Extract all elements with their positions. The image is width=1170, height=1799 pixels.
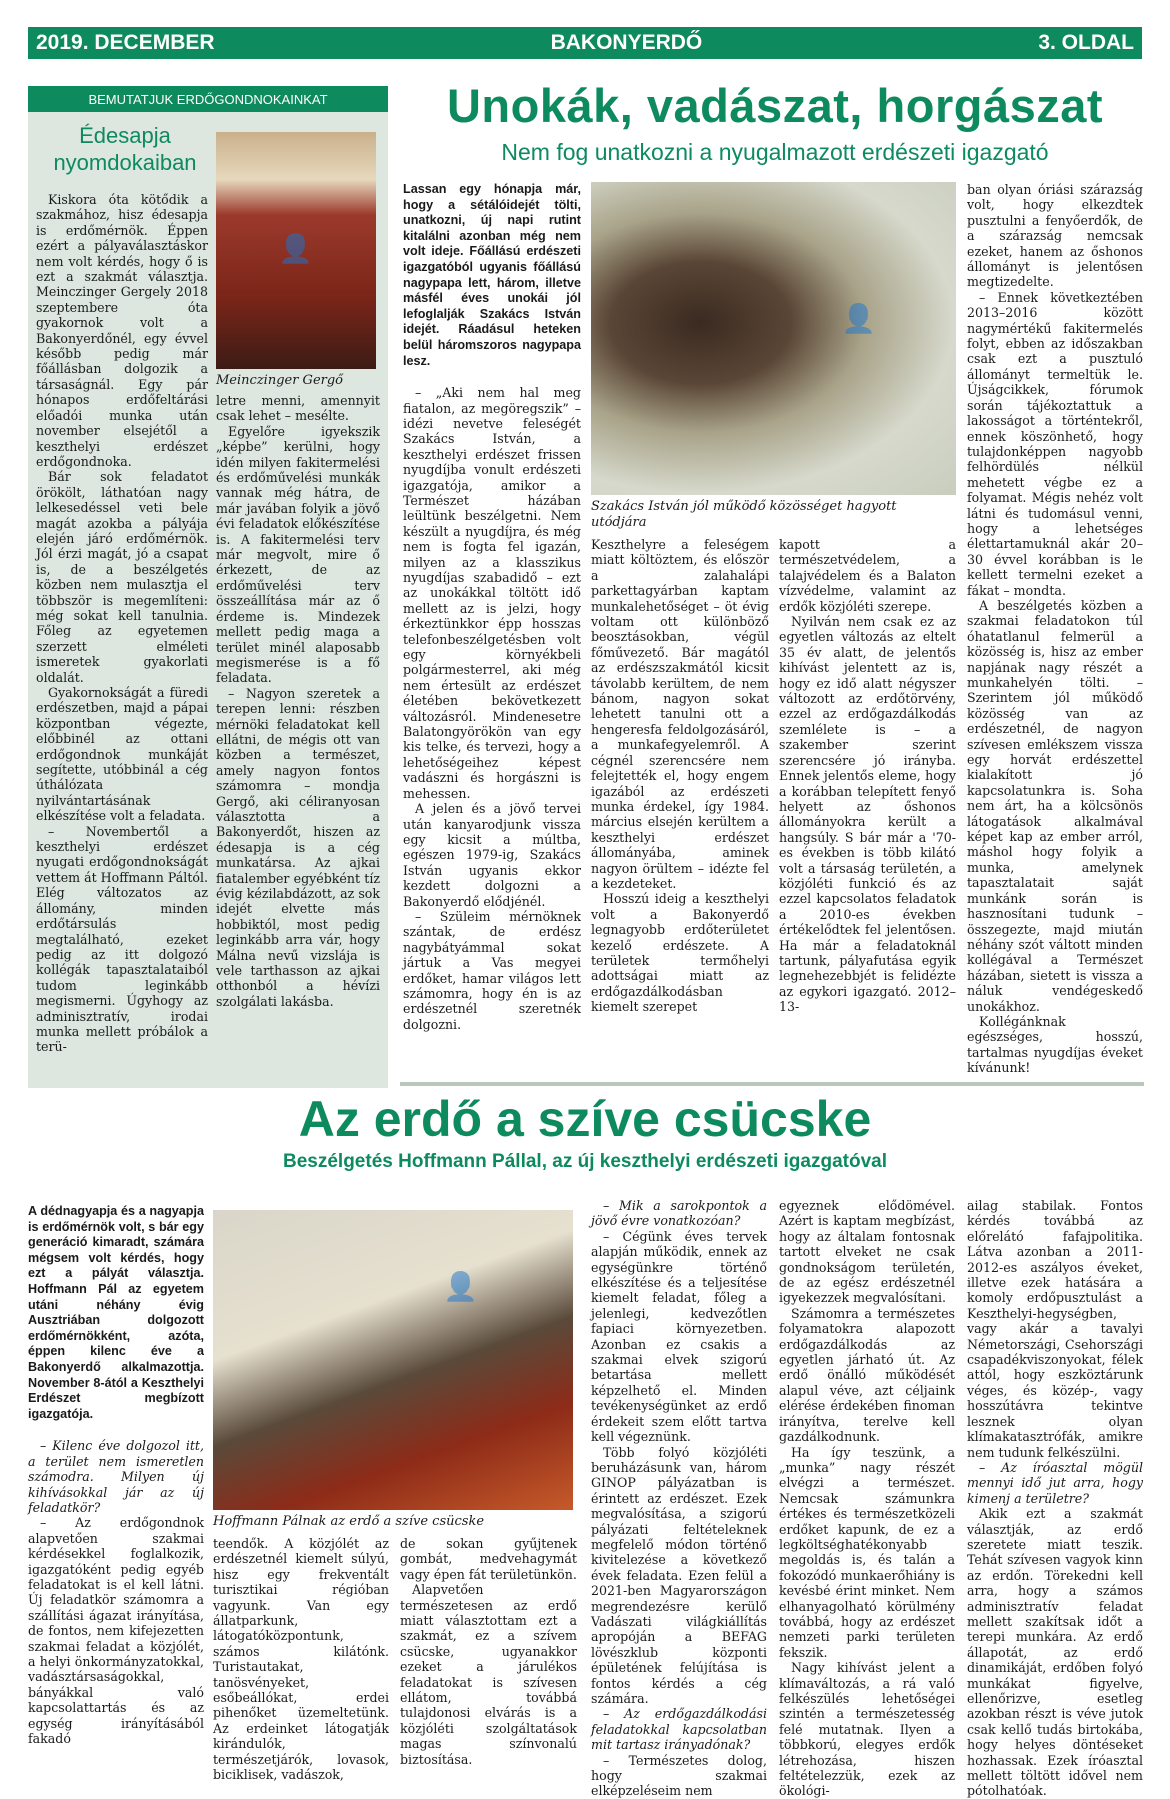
article2-photo-block [213, 1210, 577, 1783]
profile-title-line2: nyomdokaiban [53, 150, 197, 175]
paragraph: – Az erdőgondnok alapvetően szakmai kérdésekkel foglalkozik, igazgatóként pedig egyéb feladatokat is el kell látni. Új feladatkör számomra a szállítási ágazat irányítása, de fontos, nem kifejezetten szakmai feladat a közjólét, a helyi önkormányzatokkal, vadásztársaságokkal, bányákkal való kapcsolattartás és az egység irányításából fakadó [28, 1515, 204, 1747]
article1-column-3 [779, 537, 956, 1015]
photo-caption-hoffmann: Hoffmann Pálnak az erdő a szíve csücske [213, 1514, 485, 1529]
profile-title [30, 122, 220, 176]
paragraph: Nyilván nem csak ez az egyetlen változás az eltelt 35 év alatt, de jelentős kihívást jelentett az is, hogy ez idő alatt négyszer változott az erdőtörvény, ezzel az erdőgazdálkodás szemlélete is – a szakember szerint szerencsére jó irányba. Ennek jelentős eleme, hogy a korábban telepített fenyő helyett az őshonos állományokra került a hangsúly. S bár már a '70-es években is több kilátó volt a társaság területén, a közjóléti funkció és az ezzel kapcsolatos feladatok a 2010-es években értékelődtek fel jelentősen. Ha már a feladatoknál tartunk, pályafutása egyik legnehezebbjét is felidézte az egykori igazgató. 2012–13- [779, 614, 956, 1015]
photo-meinczinger-gergo [216, 132, 376, 369]
paragraph: – Cégünk éves tervek alapján működik, ennek az egységünkre történő elkészítése és a teljesítése kiemelt feladat, főleg a jelenlegi, kedvezőtlen fapiaci környezetben. Azonban ez csakis a szakmai elvek szigorú betartása mellett képzelhető el. Minden tevékenységünket az erdő érdekeit szem előtt tartva kell végeznünk. [591, 1228, 767, 1445]
profile-title-line1: Édesapja [79, 123, 171, 148]
paragraph: Alapvetően természetesen az erdő miatt választottam ezt a szakmát, ez a szívem csücske, ugyanakkor ezeket a járulékos feladatokat is szívesen ellátom, továbbá tulajdonosi elvárás is a közjóléti szolgáltatások magas színvonalú biztosítása. [400, 1582, 577, 1767]
paragraph: – Természetes dolog, hogy szakmai elképzeléseim nem [591, 1752, 767, 1799]
paragraph: teendők. A közjólét az erdészetnél kiemelt súlyú, hisz egy frekventált turisztikai régióban vagyunk. Van egy állatparkunk, látogatóközpontunk, számos kilátónk. Turistautakat, tanösvényeket, esőbeállókat, erdei pihenőket üzemeltetünk. Az erdeinket látogatják kirándulók, természetjárók, lovasok, biciklisek, vadászok, [213, 1536, 389, 1783]
article1-column-2 [591, 537, 769, 1015]
person-photo-icon: 👤 [278, 232, 313, 265]
paragraph: – Novembertől a keszthelyi erdészet nyugati erdőgondnokságát vettem át Hoffmann Páltól. Elég változatos az állomány, minden erdőtársulás megtalálható, ezeket pedig az itt dolgozó kollégák tapasztalataiból tudom leginkább megismerni. Úgyhogy az adminisztratív, irodai munka mellett próbálok a terü- [36, 823, 208, 1055]
paragraph: – „Aki nem hal meg fiatalon, az megöregszik” – idézi nevetve feleségét Szakács István, a keszthelyi erdészet frissen nyugdíjba vonult erdészeti igazgatója, amikor a Természet házában leültünk beszélgetni. Nem készült a nyugdíjra, és még nem is fogta fel igazán, milyen az a klasszikus nyugdíjas szabadidő – ezt az unokákkal töltött idő mellett az is jelzi, hogy érkeztünkkor épp hosszas telefonbeszélgetésben volt egy környékbeli polgármesterrel, aki még nem értesült az erdészet életében bekövetkezett változásról. Mindenesetre Balatongyörökön van egy kis telke, és tervezi, hogy a lehetőségeihez képest vadászni és horgászni is mehessen. [403, 385, 581, 801]
section-tag: BEMUTATJUK ERDŐGONDNOKAINKAT [28, 86, 388, 112]
article1-lead: Lassan egy hónapja már, hogy a sétálóidejét tölti, unatkozni, új napi rutint kitalálni azonban még nem volt ideje. Főállású erdészeti igazgatóból ugyanis főállású nagypapa lett, három, illetve másfél éves unokái jól lefoglalják Szakács István idejét. Ráadásul heteken belül háromszoros nagypapa lesz. [403, 182, 581, 368]
article1-photo-block [591, 182, 956, 1015]
article1-subheadline: Nem fog unatkozni a nyugalmazott erdészeti igazgató [501, 139, 1049, 165]
profile-column-2-flow [216, 132, 380, 1009]
paragraph: – Ennek következtében 2013–2016 között nagymértékű fakitermelés folyt, ebben az időszakban csak ezt a pusztuló állományt termeltük le. Újságcikkek, fórumok során tájékoztattuk a lakosságot a történtekről, ennek köszönhető, hogy tulajdonképpen nagyobb felhördülés nélkül mehetett végbe ez a folyamat. Mégis nehéz volt látni és tudomásul venni, hogy a lehetséges élettartamuknál akár 20–30 évvel korábban is le kellett termelni ezeket a fákat – mondta. [967, 289, 1143, 598]
article1-column-1 [403, 385, 581, 1032]
article2-headline: Az erdő a szíve csücske [298, 1091, 872, 1147]
article1-headline: Unokák, vadászat, horgászat [446, 79, 1104, 132]
masthead-bar [28, 27, 1142, 59]
issue-date: 2019. DECEMBER [36, 31, 215, 54]
paragraph: A beszélgetés közben a szakmai feladatokon túl óhatatlanul felmerül a közösség is, hisz az ember napjának nagy részét a munkahelyén tölti. – Szerintem jól működő közösség van az erdészetnél, de nagyon szívesen emlékszem vissza egy horvát erdészettel kialakított jó kapcsolatunkra is. Soha nem árt, ha a kölcsönös látogatások alkalmával képet kap az ember arról, máshol hogy folyik a munka, amelynek tapasztalatait saját munkánk során is hasznosítani tudunk – összegezte, majd miután néhány szót váltott minden kollégával a Természet házában, sietett is vissza a náluk vendégeskedő unokákhoz. [967, 597, 1143, 1014]
article2-column-3 [400, 1536, 577, 1767]
page-number: 3. OLDAL [1038, 31, 1134, 54]
paragraph: Ha így teszünk, a „munka” nagy részét elvégzi a természet. Nemcsak számunkra értékes és természetközeli erdőket kapunk, de ez a legköltséghatékonyabb megoldás is, és talán a fokozódó munkaerőhiány is kevésbé érint minket. Nem elhanyagolható körülmény továbbá, hogy az erdészet nemzeti parki területen fekszik. [779, 1444, 955, 1660]
article2-column-5 [779, 1198, 955, 1799]
paragraph: egyeznek elődömével. Azért is kaptam megbízást, hogy az általam fontosnak tartott elveket ne csak gondnokságom területén, de az egész erdészetnél igyekezzek megvalósítani. [779, 1198, 955, 1306]
paragraph: Bár sok feladatot örökölt, láthatóan nagy lelkesedéssel veti bele magát azokba a pályája elején járó erdőmérnök. Jól érzi magát, jó a csapat is, de a beszélgetés közben nem mulasztja el többször is megemlíteni: még sokat kell tanulnia. Főleg az egyetemen szerzett elméleti ismeretek gyakorlati oldalát. [36, 469, 208, 685]
article2-lead: A dédnagyapja és a nagyapja is erdőmérnök volt, s bár egy generáció kimaradt, számára mégsem volt kérdés, hogy ezt a pályát választja. Hoffmann Pál az egyetem utáni néhány évig Ausztriában dolgozott erdőmérnökként, azóta, éppen kilenc éve a Bakonyerdő alkalmazottja. November 8-ától a Keszthelyi Erdészet megbízott igazgatója. [28, 1204, 204, 1421]
person-photo-icon: 👤 [841, 302, 876, 335]
paragraph: Gyakornokságát a füredi erdészetben, majd a pápai központban végezte, előbbinél az ottani erdőgondnok munkáját segítette, utóbbinál a cég úthálózata nyilvántartásának elkészítése volt a feladata. [36, 685, 208, 824]
article2-columns-2-3 [213, 1536, 577, 1783]
profile-column-2 [216, 393, 380, 1009]
person-photo-icon: 👤 [443, 1270, 478, 1303]
article1-columns-2-3 [591, 537, 956, 1015]
article1-column-4 [967, 182, 1143, 1076]
paragraph: Keszthelyre a feleségem miatt költöztem, és először a zalahalápi parkettagyárban kaptam munkalehetőséget – öt évig voltam ott különböző beosztásokban, végül főművezető. Bár magától az erdészszakmától kicsit távolabb kerültem, de nem bánom, nagyon sokat lehetett tanulni ott a hengeresfa feldolgozásáról, a munkafegyelemről. A cégnél szerencsére nem felejtették el, hogy engem igazából az erdészeti munka érdekel, így 1984. március elsején kerültem a keszthelyi erdészet állományába, aminek nagyon örültem – idézte fel a kezdeteket. [591, 537, 769, 891]
paragraph: kapott a természetvédelem, a talajvédelem és a Balaton vízvédelme, valamint az erdők közjóléti szerepe. [779, 537, 956, 614]
paragraph: A jelen és a jövő tervei után kanyarodjunk vissza egy kicsit a múltba, egészen 1979-ig, Szakács István ugyanis ekkor kezdett dolgozni a Bakonyerdő elődjénél. [403, 801, 581, 909]
paragraph: ailag stabilak. Fontos kérdés továbbá az előrelátó fafajpolitika. Látva azonban a 2011-2012-es aszályos éveket, illetve ezek hatására a komoly erdőpusztulást a Keszthelyi-hegységben, vagy akár a tavalyi Németországi, Csehországi csapadékviszonyokat, félek attól, hogy eszköztárunk véges, és közép-, vagy hosszútávra tekintve lesznek olyan klímakatasztrófák, amikre nem tudunk felkészülni. [967, 1198, 1143, 1460]
interview-question: – Az erdőgazdálkodási feladatokkal kapcsolatban mit tartasz irányadónak? [591, 1706, 767, 1753]
paragraph: ban olyan óriási szárazság volt, hogy elkezdtek pusztulni a fenyőerdők, de a szárazság nemcsak ezeket, hanem az őshonos állományt is jelentősen megtizedelte. [967, 182, 1143, 290]
lead-spacer [403, 373, 581, 381]
article1-column-1-flow [403, 182, 581, 1032]
section-divider [400, 1082, 1144, 1086]
paragraph: Nagy kihívást jelent a klímaváltozás, a rá való felkészülés lehetőségei szintén a természetesség felé mutatnak. Ilyen a többkorú, elegyes erdők létrehozása, hiszen feltételezzük, ezek az ökológi- [779, 1660, 955, 1799]
paragraph: – Nagyon szeretek a terepen lenni: részben mérnöki feladatokat kell ellátni, de mégis ott van közben a természet, amely nagyon fontos számomra – mondja Gergő, aki céliranyosan választotta a Bakonyerdőt, hiszen az édesapja is a cég munkatársa. Az ajkai fiatalember egyébként tíz évig kézilabdázott, az sok idejét elvette más hobbiktól, most pedig leginkább arra vár, hogy Málna nevű vizslája is vele tarthasson az ajkai otthonból a hévízi szolgálati lakásba. [216, 685, 380, 1009]
article2-column-2 [213, 1536, 389, 1783]
interview-question: – Az íróasztal mögül mennyi idő jut arra, hogy kimenj a területre? [967, 1459, 1143, 1506]
paragraph: Kollégánknak egészséges, hosszú, tartalmas nyugdíjas éveket kívánunk! [967, 1013, 1143, 1076]
photo-szakacs-istvan [591, 182, 956, 495]
paragraph: Hosszú ideig a keszthelyi volt a Bakonyerdő legnagyobb erdőterületet kezelő erdészete. A területek termőhelyi adottságai miatt az erdőgazdálkodásban kiemelt szerepet [591, 891, 769, 1015]
lead-spacer [28, 1426, 204, 1434]
paragraph: Kiskora óta kötődik a szakmához, hisz édesapja is erdőmérnök. Éppen ezért a pályaválasztáskor nem volt kérdés, hogy ő is ezt a szakmát választja. Meinczinger Gergely 2018 szeptembere óta gyakornok volt a Bakonyerdőnél, egy évvel később pedig már főállásban dolgozik a társaságnál. Egy pár hónapos erdőfeltárási előadói munka után november elsejétől a keszthelyi erdészet erdőgondnoka. [36, 192, 208, 469]
paragraph: de sokan gyűjtenek gombát, medvehagymát vagy épen fát területünkön. [400, 1536, 577, 1582]
paragraph: Egyelőre igyekszik „képbe” kerülni, hogy idén milyen fakitermelési és erdőművelési munkák vannak még hátra, de már javában folyik a jövő évi feladatok előkészítése is. A fakitermelési terv már megvolt, mire ő érkezett, de az erdőművelési terv összeállítása már az ő érdeme is. Mindezek mellett pedig maga a terület minél alaposabb megismerése is a fő feladata. [216, 423, 380, 686]
article2-column-4 [591, 1198, 767, 1799]
photo-caption-gergo: Meinczinger Gergő [216, 373, 343, 388]
article2-column-1-flow [28, 1204, 204, 1746]
article2-subheadline: Beszélgetés Hoffmann Pállal, az új keszthelyi erdészeti igazgatóval [283, 1151, 887, 1172]
paragraph: Számomra a természetes folyamatokra alapozott erdőgazdálkodás az egyetlen járható út. Az erdő önálló működését alapul véve, azt céljaink elérése érdekében finoman irányítva, terelve kell gazdálkodnunk. [779, 1305, 955, 1445]
paragraph: – Szüleim mérnöknek szántak, de erdész nagybátyámmal sokat jártuk a Vas megyei erdőket, hamar világos lett számomra, hogy én is az erdészetnél szeretnék dolgozni. [403, 908, 581, 1032]
publication-name: BAKONYERDŐ [550, 31, 703, 54]
interview-question: – Mik a sarokpontok a jövő évre vonatkozóan? [591, 1198, 767, 1229]
photo-hoffmann-pal [213, 1210, 573, 1510]
interview-question: – Kilenc éve dolgozol itt, a terület nem ismeretlen számodra. Milyen új kihívásokkal jár az új feladatkör? [28, 1438, 204, 1515]
article2-column-1 [28, 1438, 204, 1746]
article2-column-6 [967, 1198, 1143, 1799]
profile-column-1 [36, 192, 208, 1055]
photo-caption-szakacs: Szakács István jól működő közösséget hagyott utódjára [591, 499, 897, 530]
paragraph: letre menni, amennyit csak lehet – mesélte. [216, 393, 380, 424]
paragraph: Akik ezt a szakmát választják, az erdő szeretete miatt teszik. Tehát szívesen vagyok kinn az erdőn. Törekedni kell arra, hogy a számos adminisztratív feladat mellett szakítsak időt a terepi munkára. Az erdő állapotát, az erdő dinamikáját, erdőben folyó munkákat figyelve, ellenőrizve, esetleg azokban részt is véve jutok csak kellő tudás birtokába, hogy helyes döntéseket hozhassak. Ezek íróasztal mellett töltött idővel nem pótolhatóak. [967, 1506, 1143, 1799]
paragraph: Több folyó közjóléti beruházásunk van, három GINOP pályázatban is érintett az erdészet. Ezek megvalósítása, a szigorú pályázati feltételeknek megfelelő módon történő kivitelezése a következő évek feladata. Ezen felül a 2021-ben Magyarországon megrendezésre kerülő Vadászati világkiállítás apropóján a BEFAG lövészklub központi épületének felújítása is fontos kérdés a cég számára. [591, 1444, 767, 1706]
